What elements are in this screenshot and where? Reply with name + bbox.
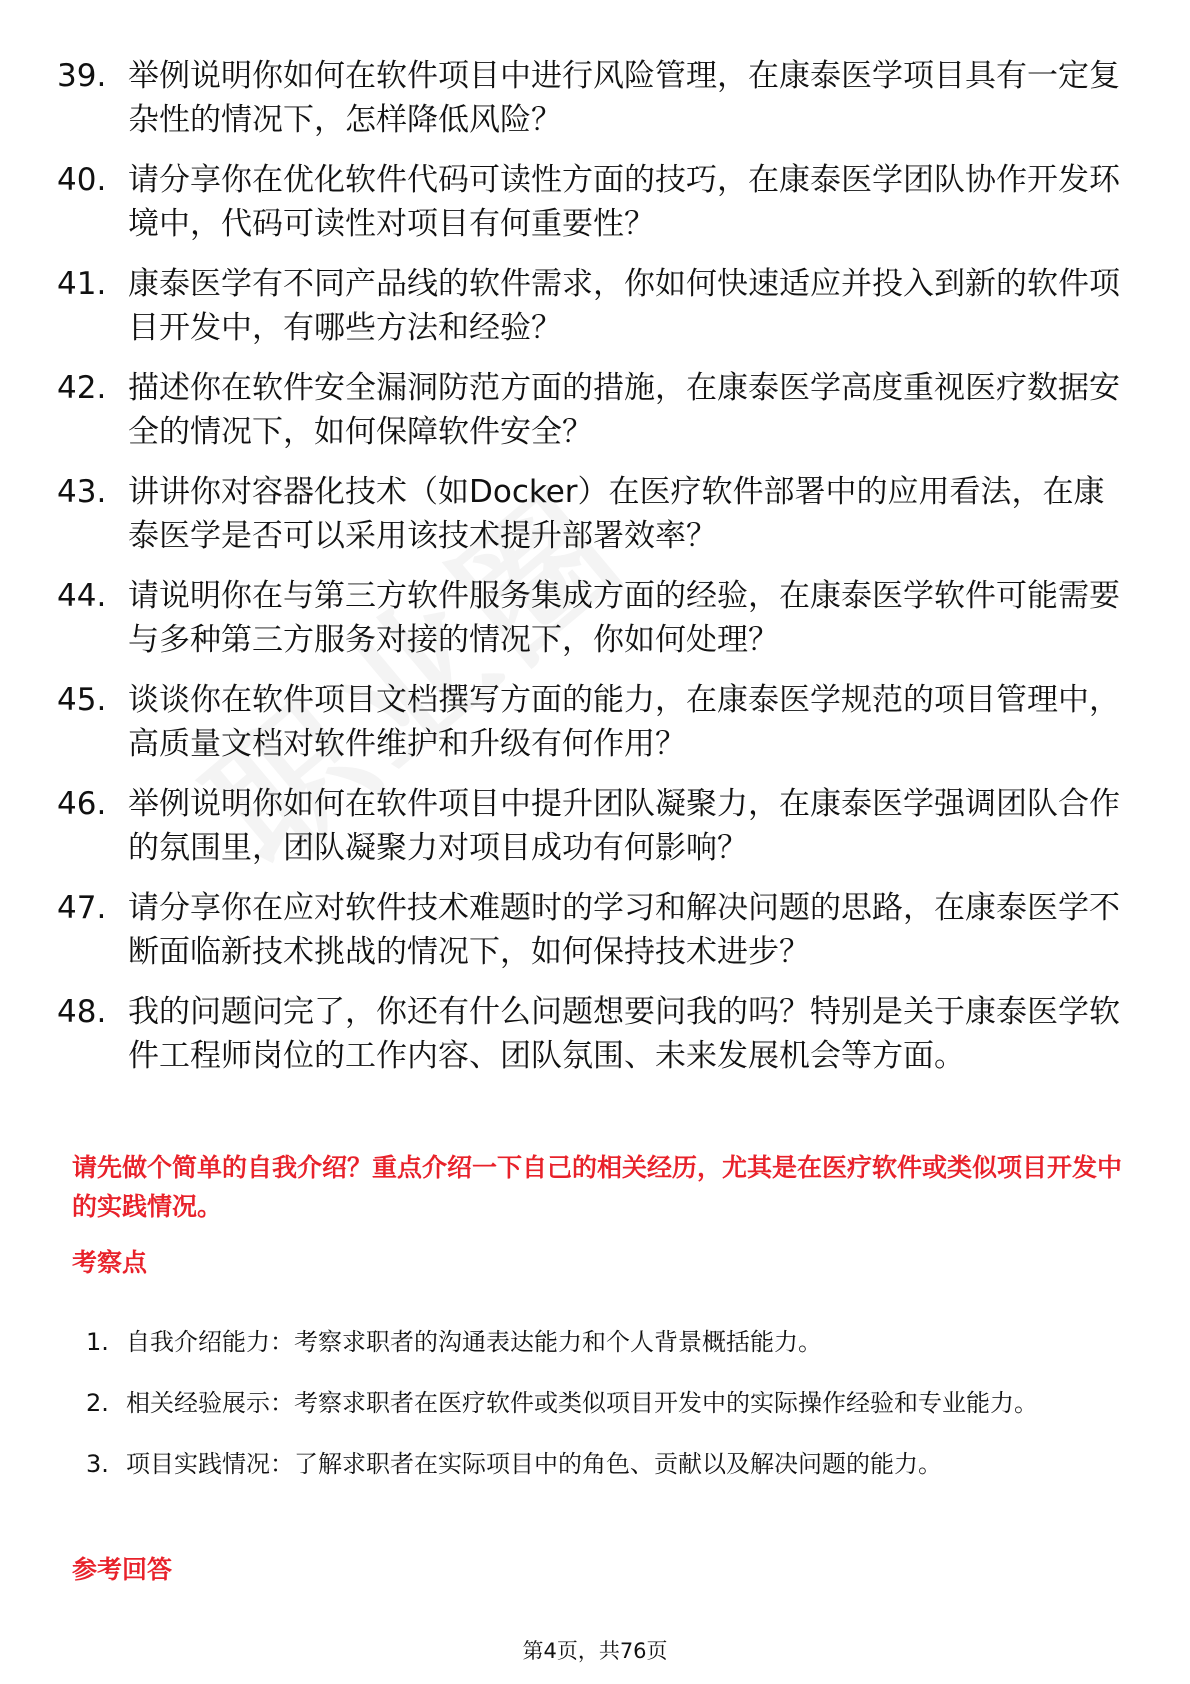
point-number: 1. <box>86 1328 109 1356</box>
focus-question: 请先做个简单的自我介绍？重点介绍一下自己的相关经历，尤其是在医疗软件或类似项目开发中的实践情况。 <box>72 1153 1123 1221</box>
question-item <box>0 158 1190 246</box>
question-text: 请分享你在优化软件代码可读性方面的技巧，在康泰医学团队协作开发环境中，代码可读性对项目有何重要性？ <box>128 162 1120 242</box>
question-number: 40. <box>57 162 107 198</box>
question-item <box>0 366 1190 454</box>
question-item <box>0 782 1190 870</box>
question-number: 46. <box>57 786 107 822</box>
question-item <box>0 990 1190 1078</box>
question-text: 讲讲你对容器化技术（如Docker）在医疗软件部署中的应用看法，在康泰医学是否可以采用该技术提升部署效率？ <box>128 474 1105 554</box>
question-text: 康泰医学有不同产品线的软件需求，你如何快速适应并投入到新的软件项目开发中，有哪些方法和经验？ <box>128 266 1120 346</box>
points-list <box>0 1316 1190 1499</box>
point-number: 2. <box>86 1389 109 1417</box>
point-text: 相关经验展示：考察求职者在医疗软件或类似项目开发中的实际操作经验和专业能力。 <box>126 1389 1038 1417</box>
point-item <box>0 1438 1190 1491</box>
question-text: 举例说明你如何在软件项目中提升团队凝聚力，在康泰医学强调团队合作的氛围里，团队凝聚力对项目成功有何影响？ <box>128 786 1120 866</box>
question-text: 我的问题问完了，你还有什么问题想要问我的吗？特别是关于康泰医学软件工程师岗位的工作内容、团队氛围、未来发展机会等方面。 <box>128 994 1120 1074</box>
question-item <box>0 886 1190 974</box>
question-item <box>0 54 1190 142</box>
question-text: 描述你在软件安全漏洞防范方面的措施，在康泰医学高度重视医疗数据安全的情况下，如何保障软件安全？ <box>128 370 1120 450</box>
question-number: 45. <box>57 682 107 718</box>
question-number: 47. <box>57 890 107 926</box>
point-item <box>0 1377 1190 1430</box>
page-footer: 第4页，共76页 <box>522 1639 668 1663</box>
point-text: 项目实践情况：了解求职者在实际项目中的角色、贡献以及解决问题的能力。 <box>126 1450 942 1478</box>
question-number: 41. <box>57 266 107 302</box>
question-list <box>0 54 1190 1094</box>
question-number: 39. <box>57 58 107 94</box>
question-number: 43. <box>57 474 107 510</box>
point-text: 自我介绍能力：考察求职者的沟通表达能力和个人背景概括能力。 <box>126 1328 822 1356</box>
question-text: 请分享你在应对软件技术难题时的学习和解决问题的思路，在康泰医学不断面临新技术挑战的情况下，如何保持技术进步？ <box>128 890 1120 970</box>
question-number: 48. <box>57 994 107 1030</box>
question-text: 谈谈你在软件项目文档撰写方面的能力，在康泰医学规范的项目管理中，高质量文档对软件维护和升级有何作用？ <box>128 682 1120 762</box>
question-text: 举例说明你如何在软件项目中进行风险管理，在康泰医学项目具有一定复杂性的情况下，怎样降低风险？ <box>128 58 1120 138</box>
section-title-points: 考察点 <box>72 1248 148 1277</box>
question-item <box>0 470 1190 558</box>
question-number: 42. <box>57 370 107 406</box>
point-item <box>0 1316 1190 1369</box>
question-number: 44. <box>57 578 107 614</box>
question-text: 请说明你在与第三方软件服务集成方面的经验，在康泰医学软件可能需要与多种第三方服务对接的情况下，你如何处理？ <box>128 578 1120 658</box>
point-number: 3. <box>86 1450 109 1478</box>
question-item <box>0 678 1190 766</box>
question-item <box>0 574 1190 662</box>
question-item <box>0 262 1190 350</box>
section-title-answer: 参考回答 <box>72 1555 173 1584</box>
